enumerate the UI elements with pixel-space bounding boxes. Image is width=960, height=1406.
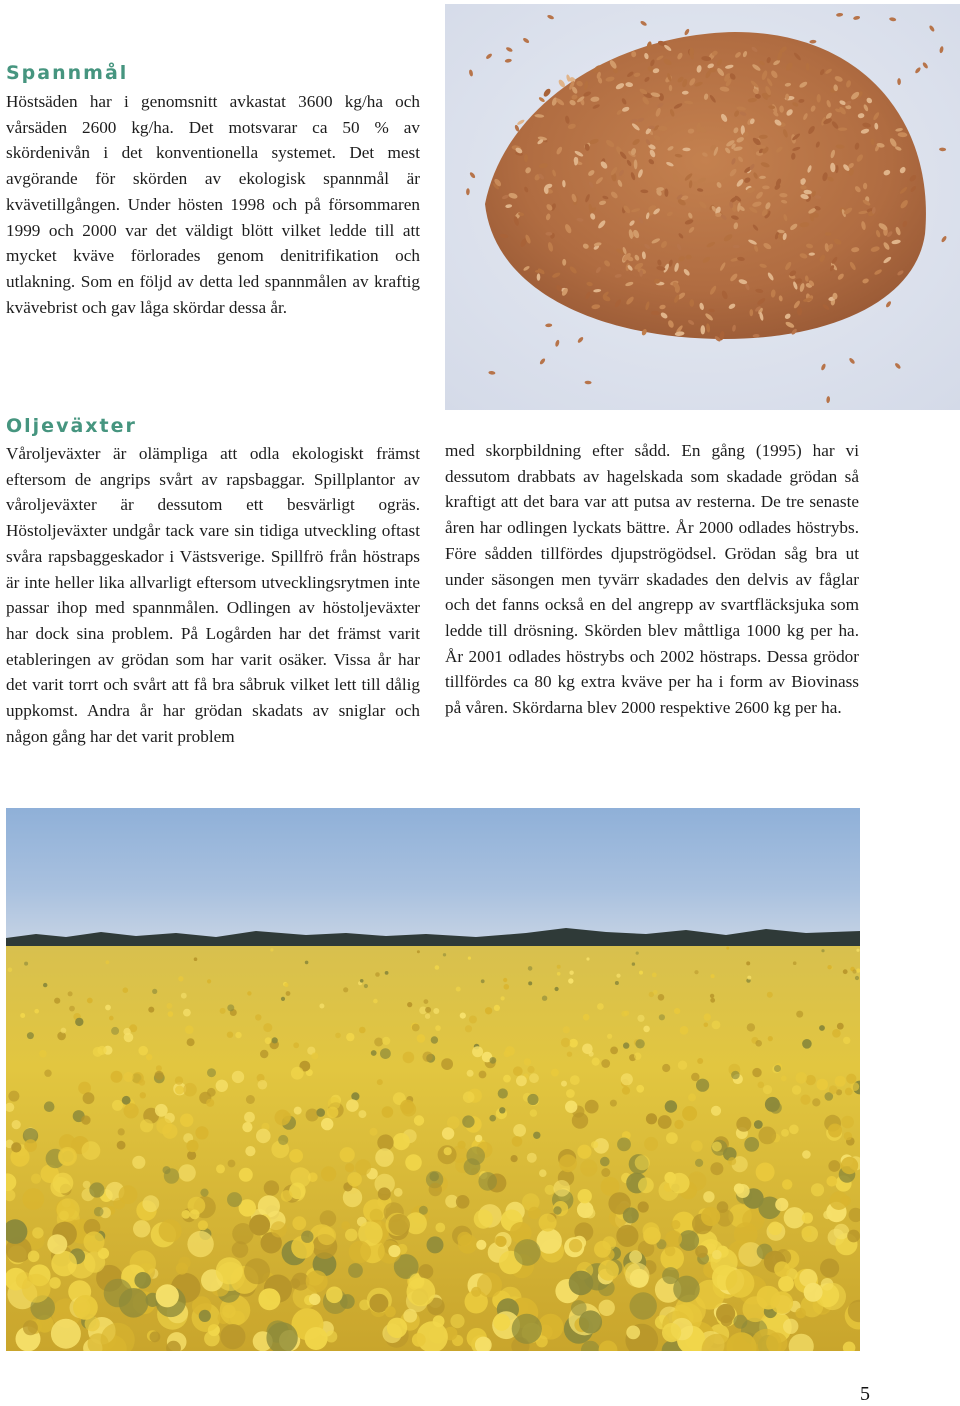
heading-oljevaxter: Oljeväxter <box>6 415 137 437</box>
spannmal-paragraph: Höstsäden har i genomsnitt avkastat 3600 kg/ha och vårsäden 2600 kg/ha. Det motsvarar ca 50 % av skördenivån i det konventionella systemet. Det mest avgörande för skörden av ekologisk spannmål är kvävetillgången. Under hösten 1998 och på försommaren 1999 och 2000 var det väldigt blött vilket ledde till att mycket kväve förlorades genom denitrifikation och utlakning. Som en följd av detta led spannmålen av kraftig kvävebrist och gav låga skördar dessa år. <box>6 92 420 317</box>
oljevaxter-paragraph-col2: med skorpbildning efter sådd. En gång (1995) har vi dessutom drabbats av hagelskada som skadade grödan så kraftigt att det bara var att putsa av resterna. De tre senaste åren har odlingen lyckats bättre. År 2000 odlades höstrybs. Före sådden tillfördes djupströgödsel. Grödan såg bra ut under säsongen men tyvärr skadades den delvis av fåglar och det fanns också en del angrepp av svartfläcksjuka som ledde till drösning. Skörden blev måttliga 1000 kg per ha. År 2001 odlades höstrybs och 2002 höstraps. Dessa grödor tillfördes ca 80 kg extra kväve per ha i form av Biovinass på våren. Skördarna blev 2000 respektive 2600 kg per ha. <box>445 441 859 718</box>
oljevaxter-paragraph-col1: Våroljeväxter är olämpliga att odla ekologiskt främst eftersom de angrips svårt av rapsbaggar. Spillplantor av våroljeväxter är dessutom ett besvärligt ogräs. Höstoljeväxter undgår tack vare sin tidiga utveckling oftast svåra rapsbaggeskador i Västsverige. Spillfrö från höstraps är inte heller lika allvarligt eftersom utvecklingsrytmen inte passar ihop med spannmålen. Odlingen av höstoljeväxter har dock sina problem. På Logården har det främst varit etableringen av grödan som har varit osäker. Vissa år har det varit torrt och svårt att få bra såbruk vilket lett till dålig uppkomst. Andra år har grödan skadats av sniglar och någon gång har det varit problem <box>6 444 420 746</box>
heading-spannmal: Spannmål <box>6 62 129 84</box>
rapeseed-field-photo <box>6 808 860 1351</box>
page-number: 5 <box>860 1383 870 1405</box>
grain-photo <box>445 4 960 410</box>
